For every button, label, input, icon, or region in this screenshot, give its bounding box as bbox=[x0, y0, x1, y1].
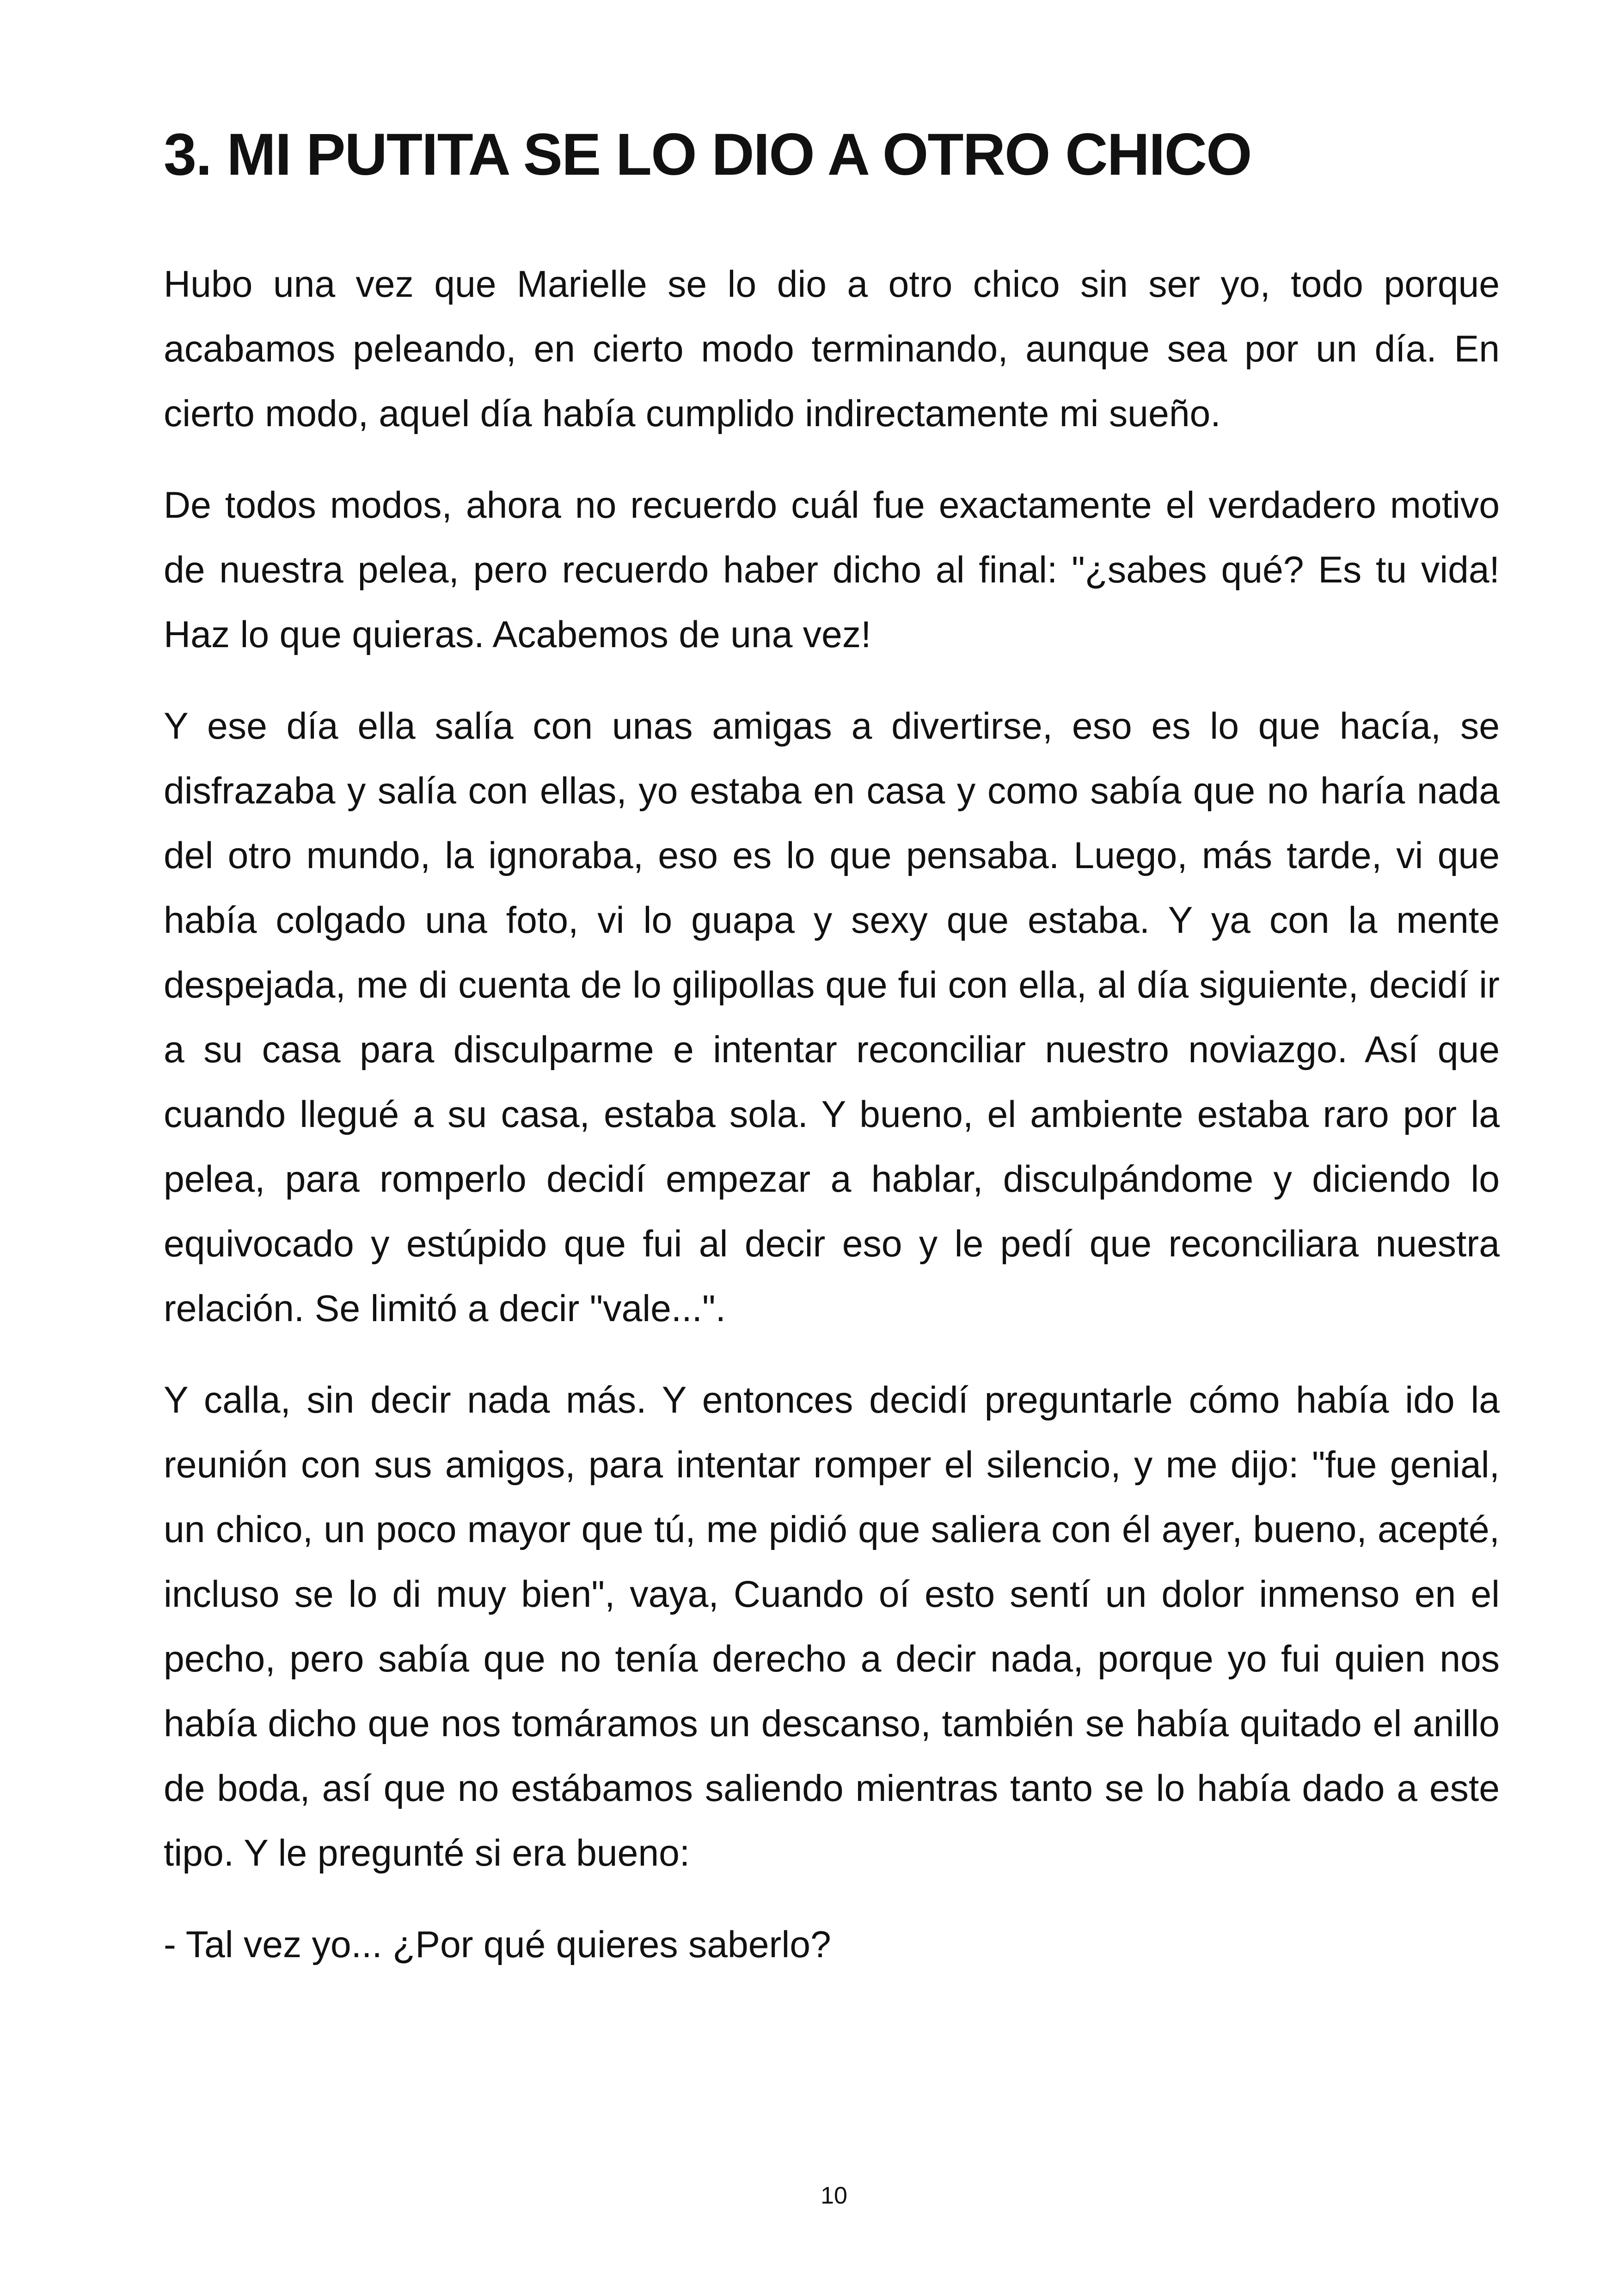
paragraph: Y ese día ella salía con unas amigas a divertirse, eso es lo que hacía, se disfrazaba y salía con ellas, yo estaba en casa y como sabía que no haría nada del otro mundo, la ignoraba, eso es lo que pensaba. Luego, más tarde, vi que había colgado una foto, vi lo guapa y sexy que estaba. Y ya con la mente despejada, me di cuenta de lo gilipollas que fui con ella, al día siguiente, decidí ir a su casa para disculparme e intentar reconciliar nuestro noviazgo. Así que cuando llegué a su casa, estaba sola. Y bueno, el ambiente estaba raro por la pelea, para romperlo decidí empezar a hablar, disculpándome y diciendo lo equivocado y estúpido que fui al decir eso y le pedí que reconciliara nuestra relación. Se limitó a decir "vale...". bbox=[164, 705, 1500, 1329]
dialogue-line: - Tal vez yo... ¿Por qué quieres saberlo? bbox=[164, 1924, 831, 1965]
paragraph: Hubo una vez que Marielle se lo dio a otro chico sin ser yo, todo porque acabamos peleando, en cierto modo terminando, aunque sea por un día. En cierto modo, aquel día había cumplido indirectamente mi sueño. bbox=[164, 263, 1500, 435]
paragraph: Y calla, sin decir nada más. Y entonces decidí preguntarle cómo había ido la reunión con sus amigos, para intentar romper el silencio, y me dijo: "fue genial, un chico, un poco mayor que tú, me pidió que saliera con él ayer, bueno, acepté, incluso se lo di muy bien", vaya, Cuando oí esto sentí un dolor inmenso en el pecho, pero sabía que no tenía derecho a decir nada, porque yo fui quien nos había dicho que nos tomáramos un descanso, también se había quitado el anillo de boda, así que no estábamos saliendo mientras tanto se lo había dado a este tipo. Y le pregunté si era bueno: bbox=[164, 1379, 1500, 1874]
page-number: 10 bbox=[821, 2182, 847, 2209]
chapter-body bbox=[164, 252, 1500, 1977]
chapter-title: 3. MI PUTITA SE LO DIO A OTRO CHICO bbox=[164, 122, 1251, 188]
paragraph: De todos modos, ahora no recuerdo cuál fue exactamente el verdadero motivo de nuestra pelea, pero recuerdo haber dicho al final: "¿sabes qué? Es tu vida! Haz lo que quieras. Acabemos de una vez! bbox=[164, 484, 1500, 655]
document-page bbox=[164, 0, 1504, 2296]
